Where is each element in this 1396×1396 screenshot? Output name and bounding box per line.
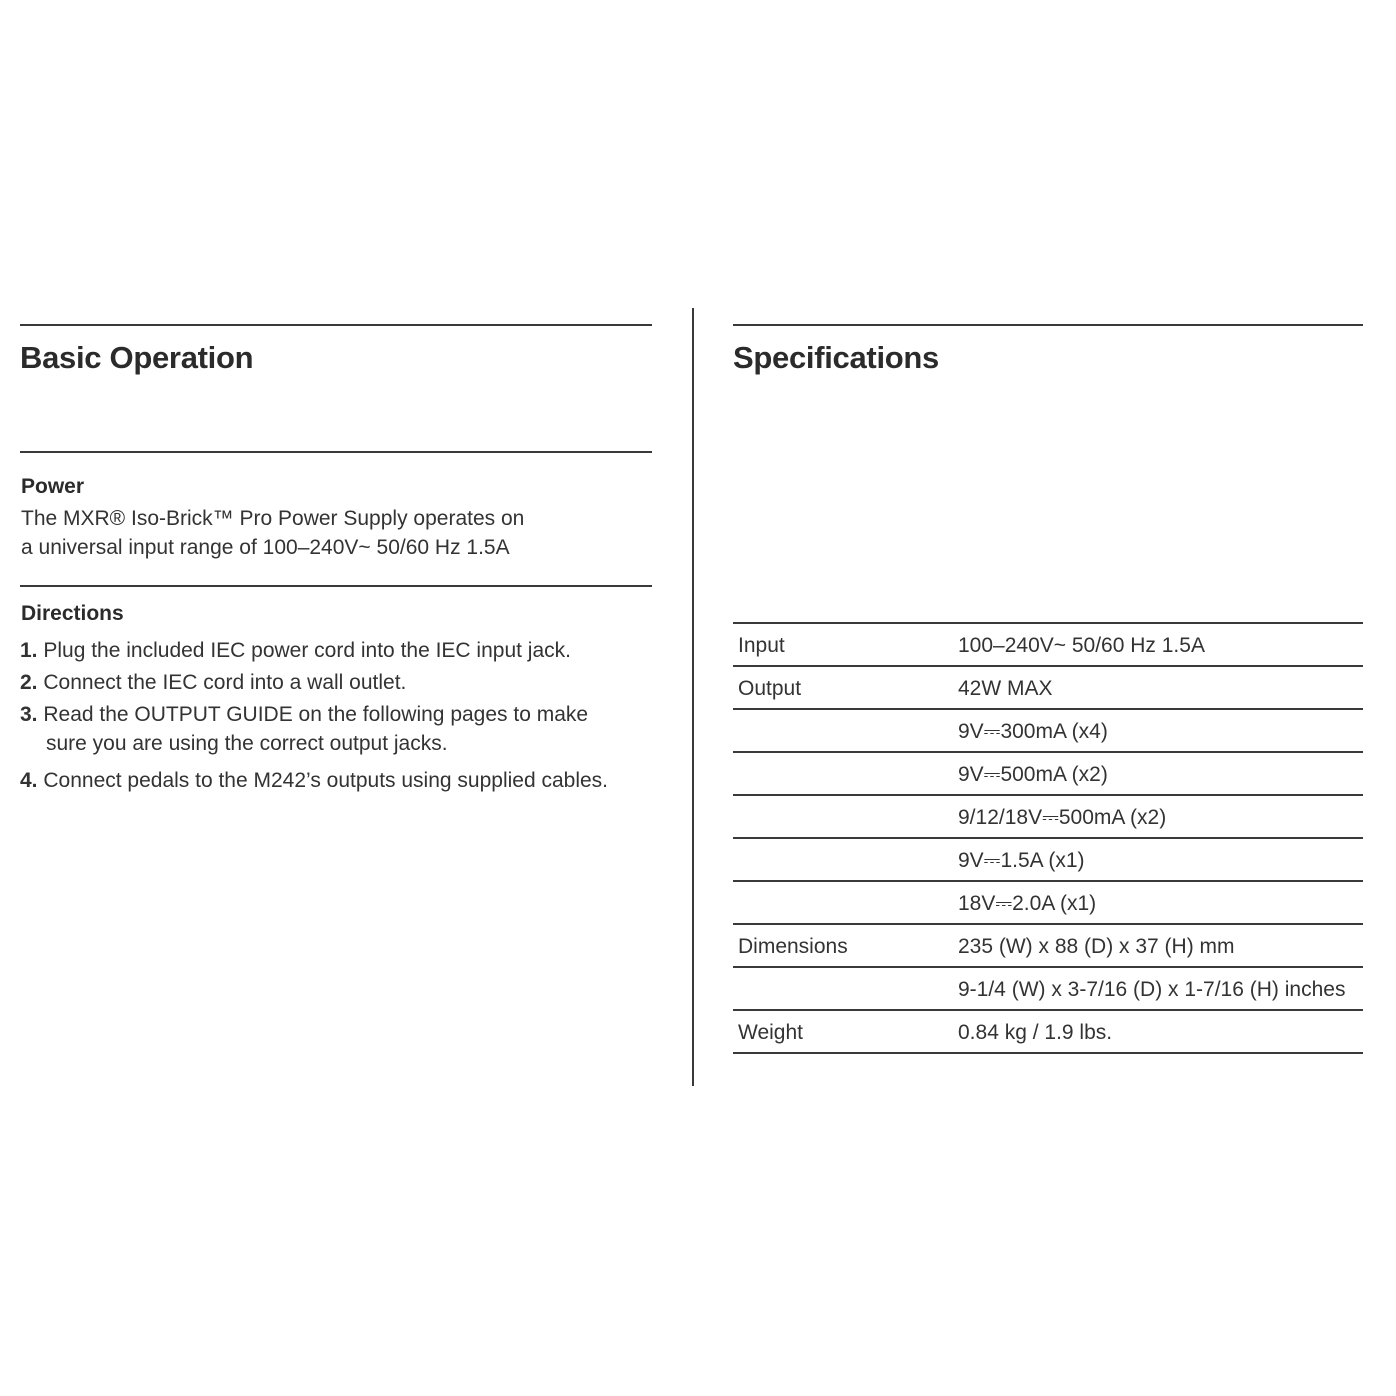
power-line-1: The MXR® Iso-Brick™ Pro Power Supply operates on <box>21 507 525 530</box>
spec-value: 9V⎓1.5A (x1) <box>958 849 1085 872</box>
spec-value: 100–240V~ 50/60 Hz 1.5A <box>958 634 1205 657</box>
spec-value: 235 (W) x 88 (D) x 37 (H) mm <box>958 935 1235 958</box>
spec-row <box>733 796 1363 839</box>
spec-label: Weight <box>738 1021 803 1044</box>
direction-number: 3. <box>20 703 38 726</box>
spec-value: 9-1/4 (W) x 3-7/16 (D) x 1-7/16 (H) inches <box>958 978 1346 1001</box>
spec-row <box>733 968 1363 1011</box>
spec-value: 9V⎓300mA (x4) <box>958 720 1108 743</box>
direction-item-1 <box>20 636 571 665</box>
direction-number: 2. <box>20 671 38 694</box>
spec-row <box>733 882 1363 925</box>
specifications-title: Specifications <box>733 340 939 375</box>
direction-text: Connect the IEC cord into a wall outlet. <box>43 671 407 694</box>
spec-label: Output <box>738 677 802 700</box>
direction-number: 1. <box>20 639 38 662</box>
left-section-rule <box>20 451 652 453</box>
direction-text: Connect pedals to the M242’s outputs using supplied cables. <box>43 769 609 792</box>
right-top-rule <box>733 324 1363 326</box>
directions-rule <box>20 585 652 587</box>
spec-row <box>733 710 1363 753</box>
spec-value: 0.84 kg / 1.9 lbs. <box>958 1021 1113 1044</box>
column-divider <box>692 308 694 1086</box>
spec-value: 9/12/18V⎓500mA (x2) <box>958 806 1167 829</box>
left-top-rule <box>20 324 652 326</box>
direction-text-continued: sure you are using the correct output jacks. <box>46 732 448 755</box>
direction-item-4 <box>20 766 608 795</box>
spec-value: 18V⎓2.0A (x1) <box>958 892 1097 915</box>
spec-row <box>733 753 1363 796</box>
direction-text: Read the OUTPUT GUIDE on the following pages to make <box>43 703 589 726</box>
spec-value: 42W MAX <box>958 677 1053 700</box>
direction-item-3 <box>20 700 588 758</box>
directions-heading: Directions <box>21 602 124 625</box>
power-heading: Power <box>21 475 85 498</box>
direction-number: 4. <box>20 769 38 792</box>
basic-operation-title: Basic Operation <box>20 340 254 375</box>
spec-row-rule <box>733 1052 1363 1054</box>
spec-label: Input <box>738 634 785 657</box>
spec-row <box>733 925 1363 968</box>
spec-row <box>733 624 1363 667</box>
spec-row <box>733 667 1363 710</box>
power-line-2: a universal input range of 100–240V~ 50/60 Hz 1.5A <box>21 536 510 559</box>
spec-row <box>733 1011 1363 1054</box>
direction-item-2 <box>20 668 406 697</box>
spec-row <box>733 839 1363 882</box>
spec-label: Dimensions <box>738 935 848 958</box>
spec-value: 9V⎓500mA (x2) <box>958 763 1108 786</box>
direction-text: Plug the included IEC power cord into the IEC input jack. <box>43 639 571 662</box>
